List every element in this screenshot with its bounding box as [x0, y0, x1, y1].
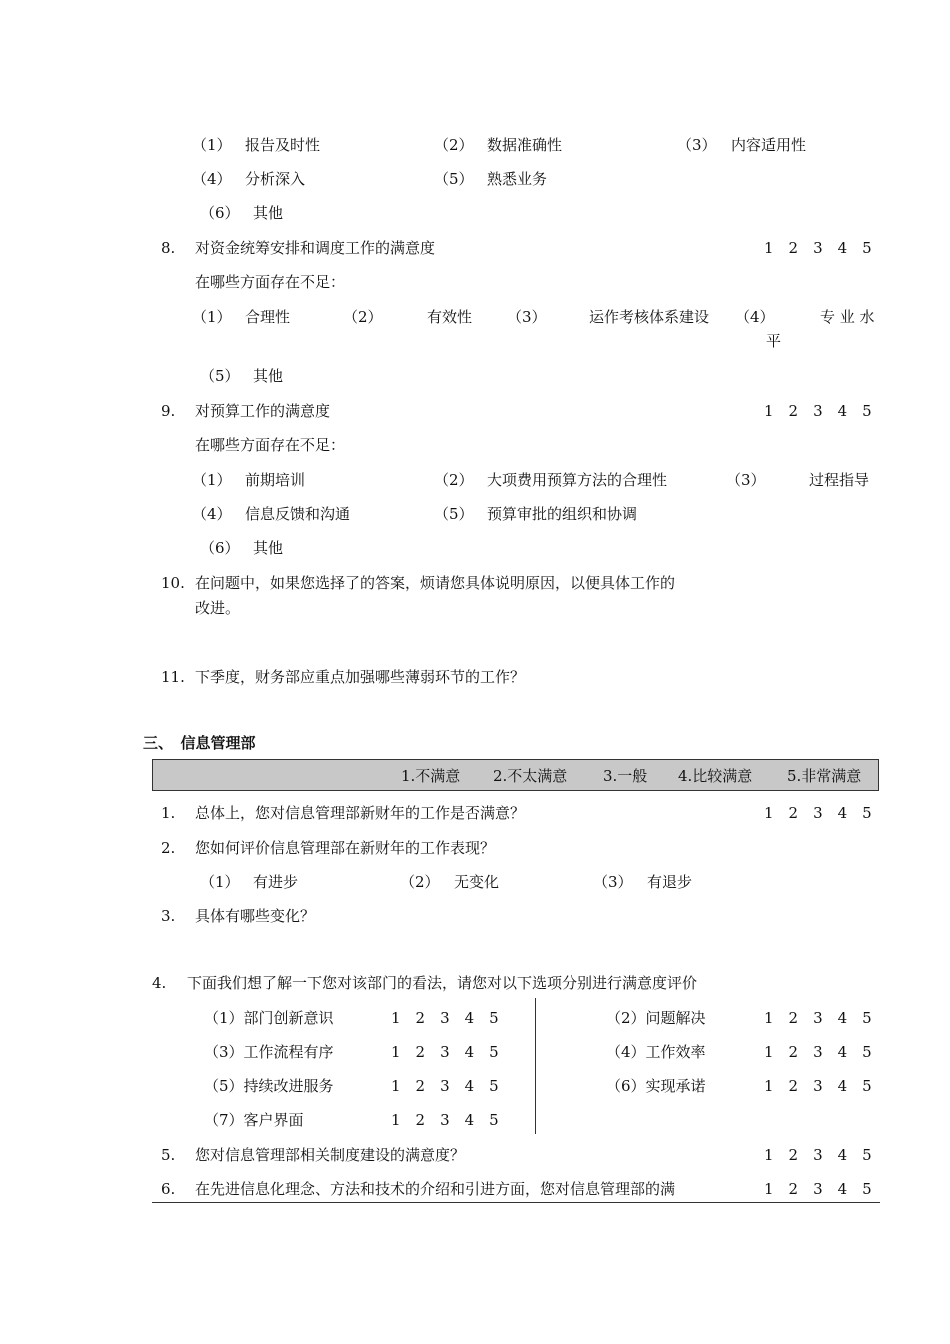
q7-option-2-text: 数据准确性	[487, 136, 563, 154]
q9-number: 9.	[161, 402, 176, 420]
scale-header-label-1: 1.不满意	[401, 767, 461, 785]
q8-scale: 1 2 3 4 5	[764, 239, 872, 257]
s3-q3-text: 具体有哪些变化？	[195, 907, 316, 925]
s3-q4-right-item-2-label: （4）工作效率	[606, 1043, 706, 1061]
s3-q6-scale: 1 2 3 4 5	[764, 1180, 872, 1198]
s3-q5-number: 5.	[161, 1146, 176, 1164]
s3-q4-right-item-3-scale: 1 2 3 4 5	[764, 1077, 872, 1095]
s3-q4-right-item-2-scale: 1 2 3 4 5	[764, 1043, 872, 1061]
q9-option-6-text: 其他	[253, 539, 284, 557]
s3-q2-option-3-text: 有退步	[647, 873, 693, 891]
q11-number: 11.	[161, 668, 185, 686]
s3-q4-left-item-2-label: （3）工作流程有序	[204, 1043, 334, 1061]
s3-q2-option-1-number: （1）	[200, 873, 240, 891]
s3-q4-left-item-3-scale: 1 2 3 4 5	[391, 1077, 499, 1095]
q8-text: 对资金统筹安排和调度工作的满意度	[195, 239, 436, 257]
s3-q6-number: 6.	[161, 1180, 176, 1198]
q8-option-4-text-wrap: 平	[766, 332, 782, 350]
q7-option-3-text: 内容适用性	[731, 136, 807, 154]
s3-q1-scale: 1 2 3 4 5	[764, 804, 872, 822]
s3-q2-text: 您如何评价信息管理部在新财年的工作表现？	[195, 839, 496, 857]
q8-option-3-text: 运作考核体系建设	[589, 308, 710, 326]
q7-option-5-number: （5）	[434, 170, 474, 188]
scale-header-label-3: 3.一般	[603, 767, 648, 785]
s3-q4-column-divider	[535, 998, 536, 1134]
s3-q4-left-item-1-scale: 1 2 3 4 5	[391, 1009, 499, 1027]
s3-q5-scale: 1 2 3 4 5	[764, 1146, 872, 1164]
q8-option-4-text: 专 业 水	[820, 308, 875, 326]
q8-sub: 在哪些方面存在不足：	[195, 273, 346, 291]
s3-q2-option-3-number: （3）	[593, 873, 633, 891]
q9-option-4-text: 信息反馈和沟通	[245, 505, 351, 523]
q9-option-6-number: （6）	[200, 539, 240, 557]
q10-number: 10.	[161, 574, 185, 592]
q7-option-3-number: （3）	[677, 136, 717, 154]
scale-header-label-4: 4.比较满意	[678, 767, 753, 785]
s3-q4-left-item-2-scale: 1 2 3 4 5	[391, 1043, 499, 1061]
bottom-rule	[152, 1202, 880, 1203]
q8-option-2-number: （2）	[343, 308, 383, 326]
q9-option-5-text: 预算审批的组织和协调	[487, 505, 638, 523]
q8-option-1-text: 合理性	[245, 308, 291, 326]
s3-q2-option-2-number: （2）	[400, 873, 440, 891]
s3-q4-left-item-4-scale: 1 2 3 4 5	[391, 1111, 499, 1129]
q9-option-1-number: （1）	[192, 471, 232, 489]
s3-q5-text: 您对信息管理部相关制度建设的满意度？	[195, 1146, 466, 1164]
s3-q2-number: 2.	[161, 839, 176, 857]
q7-option-4-text: 分析深入	[245, 170, 306, 188]
q9-option-2-number: （2）	[434, 471, 474, 489]
s3-q6-text: 在先进信息化理念、方法和技术的介绍和引进方面，您对信息管理部的满	[195, 1180, 676, 1198]
scale-header-label-5: 5.非常满意	[787, 767, 862, 785]
q8-number: 8.	[161, 239, 176, 257]
s3-q2-option-1-text: 有进步	[253, 873, 299, 891]
q11-text: 下季度，财务部应重点加强哪些薄弱环节的工作？	[195, 668, 526, 686]
q10-text-line-1: 在问题中，如果您选择了的答案，烦请您具体说明原因，以便具体工作的	[195, 574, 676, 592]
q7-option-1-text: 报告及时性	[245, 136, 321, 154]
q7-option-2-number: （2）	[434, 136, 474, 154]
satisfaction-scale-header	[152, 759, 879, 791]
q9-option-2-text: 大项费用预算方法的合理性	[487, 471, 668, 489]
q7-option-5-text: 熟悉业务	[487, 170, 548, 188]
s3-q1-number: 1.	[161, 804, 176, 822]
q8-option-1-number: （1）	[192, 308, 232, 326]
s3-q4-left-item-4-label: （7）客户界面	[204, 1111, 304, 1129]
s3-q4-right-item-3-label: （6）实现承诺	[606, 1077, 706, 1095]
s3-q4-right-item-1-label: （2）问题解决	[606, 1009, 706, 1027]
section-3-title: 三、 信息管理部	[143, 734, 256, 752]
q8-option-4-number: （4）	[735, 308, 775, 326]
q7-option-6-text: 其他	[253, 204, 284, 222]
q8-option-5-text: 其他	[253, 367, 284, 385]
q9-sub: 在哪些方面存在不足：	[195, 436, 346, 454]
s3-q4-left-item-1-label: （1）部门创新意识	[204, 1009, 334, 1027]
q9-scale: 1 2 3 4 5	[764, 402, 872, 420]
q9-option-1-text: 前期培训	[245, 471, 306, 489]
s3-q4-text: 下面我们想了解一下您对该部门的看法，请您对以下选项分别进行满意度评价	[187, 974, 698, 992]
q7-option-1-number: （1）	[192, 136, 232, 154]
q7-option-6-number: （6）	[200, 204, 240, 222]
scale-header-label-2: 2.不太满意	[493, 767, 568, 785]
s3-q4-left-item-3-label: （5）持续改进服务	[204, 1077, 334, 1095]
q10-text-line-2: 改进。	[195, 599, 241, 617]
q8-option-2-text: 有效性	[427, 308, 473, 326]
s3-q1-text: 总体上，您对信息管理部新财年的工作是否满意？	[195, 804, 526, 822]
q9-option-5-number: （5）	[434, 505, 474, 523]
q7-option-4-number: （4）	[192, 170, 232, 188]
s3-q2-option-2-text: 无变化	[454, 873, 500, 891]
s3-q3-number: 3.	[161, 907, 176, 925]
q9-text: 对预算工作的满意度	[195, 402, 331, 420]
s3-q4-right-item-1-scale: 1 2 3 4 5	[764, 1009, 872, 1027]
s3-q4-number: 4.	[152, 974, 167, 992]
q9-option-4-number: （4）	[192, 505, 232, 523]
q8-option-3-number: （3）	[507, 308, 547, 326]
q8-option-5-number: （5）	[200, 367, 240, 385]
q9-option-3-number: （3）	[726, 471, 766, 489]
q9-option-3-text: 过程指导	[809, 471, 870, 489]
